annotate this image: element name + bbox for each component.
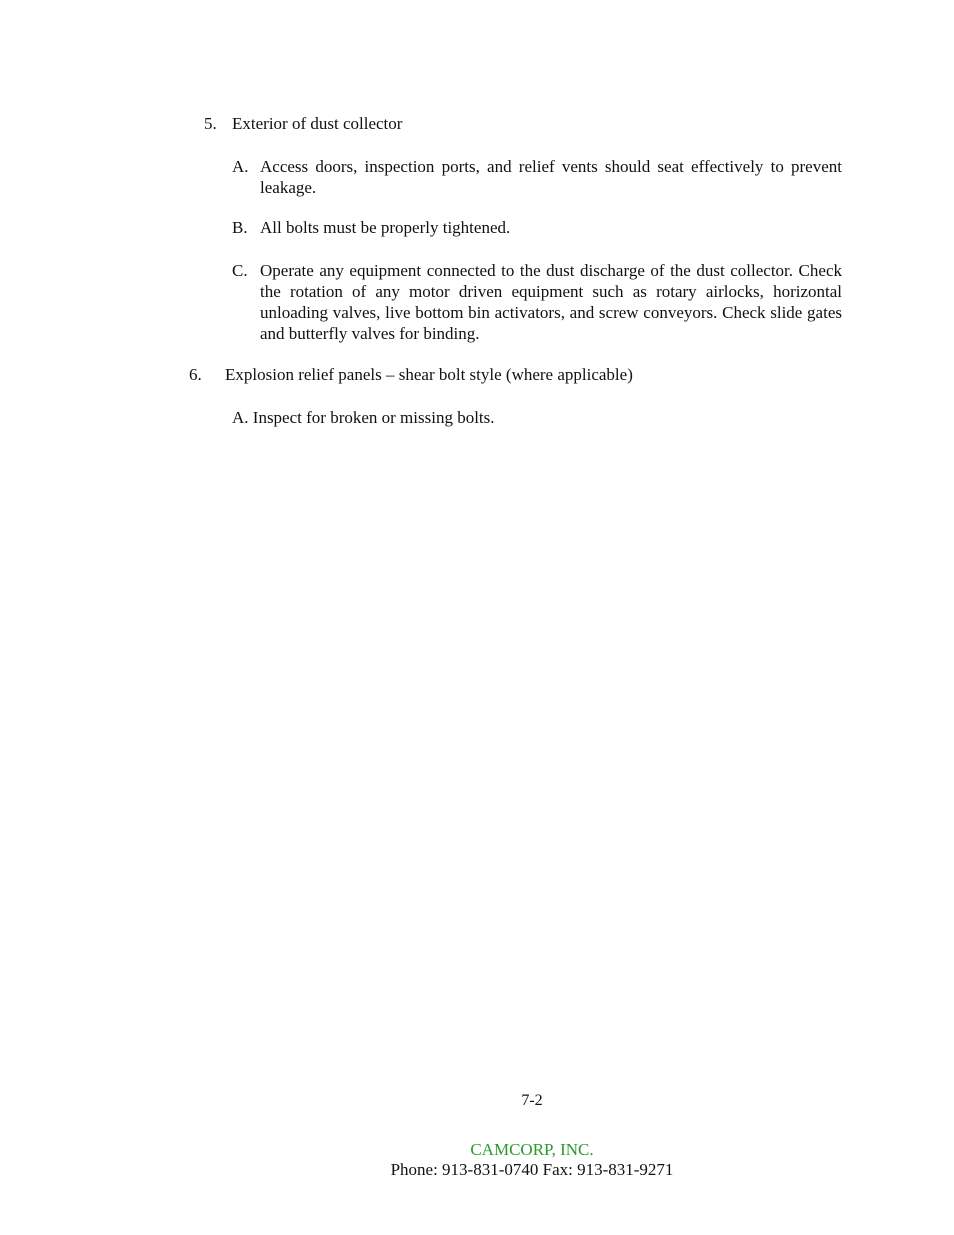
item-text: A. Inspect for broken or missing bolts. <box>232 408 495 427</box>
item-text: Operate any equipment connected to the dust discharge of the dust collector. Check the rotation of any motor driven equipment such as rotary airlocks, horizontal unloading valves, live bottom bin activators, and screw conveyors. Check slide gates and butterfly valves for binding. <box>260 261 842 343</box>
section-6-heading: Explosion relief panels – shear bolt style (where applicable) <box>225 365 633 384</box>
page-number: 7-2 <box>521 1092 543 1109</box>
item-letter: B. <box>232 218 248 237</box>
item-text: Access doors, inspection ports, and relief vents should seat effectively to prevent leakage. <box>260 157 842 197</box>
section-5-number: 5. <box>204 114 217 133</box>
contact-info: Phone: 913-831-0740 Fax: 913-831-9271 <box>390 1160 674 1179</box>
section-6-number: 6. <box>189 365 202 384</box>
item-letter: A. <box>232 157 249 176</box>
section-5-heading: Exterior of dust collector <box>232 114 403 133</box>
item-text: All bolts must be properly tightened. <box>260 218 511 237</box>
item-letter: C. <box>232 261 248 280</box>
company-name: CAMCORP, INC. <box>470 1140 594 1159</box>
